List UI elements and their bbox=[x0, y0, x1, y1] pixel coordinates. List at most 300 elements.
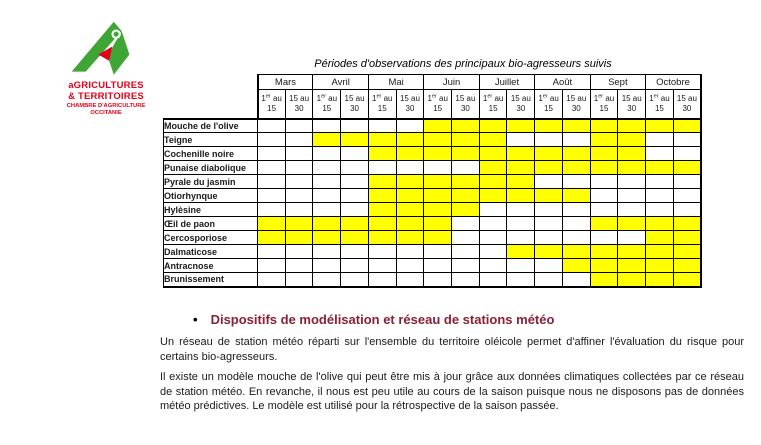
period-cell-active bbox=[507, 161, 535, 175]
half-month-header bbox=[590, 90, 618, 119]
pest-name: Otiorhynque bbox=[164, 189, 258, 203]
table-row bbox=[164, 245, 702, 259]
period-cell bbox=[590, 189, 618, 203]
period-cell bbox=[562, 217, 590, 231]
corner-cell bbox=[164, 75, 258, 119]
period-cell-active bbox=[452, 189, 480, 203]
period-cell bbox=[590, 231, 618, 245]
period-cell-active bbox=[396, 217, 424, 231]
period-cell bbox=[673, 147, 701, 161]
period-cell-active bbox=[479, 189, 507, 203]
period-cell-active bbox=[562, 259, 590, 273]
half-month-label: er bbox=[487, 93, 493, 100]
period-cell bbox=[479, 231, 507, 245]
period-cell bbox=[258, 147, 286, 161]
half-month-header bbox=[424, 90, 452, 119]
observation-periods-table bbox=[163, 74, 702, 288]
half-month-header bbox=[313, 90, 341, 119]
period-cell-active bbox=[562, 245, 590, 259]
period-cell bbox=[673, 175, 701, 189]
paragraph-2: Il existe un modèle mouche de l'olive qui peut être mis à jour grâce aux données climatiques collectées par ce réseau de station météo. En revanche, il nous est peu utile au cours de la saison puisque nous ne disposons pas de données météo prédictives. Le modèle est utilisé pour la rétrospective de la saison passée. bbox=[160, 371, 744, 413]
period-cell-active bbox=[479, 133, 507, 147]
period-cell bbox=[285, 273, 313, 287]
period-cell-active bbox=[479, 175, 507, 189]
period-cell bbox=[313, 245, 341, 259]
period-cell-active bbox=[507, 147, 535, 161]
period-cell bbox=[368, 245, 396, 259]
half-month-label: 1 bbox=[538, 94, 543, 104]
period-cell bbox=[313, 175, 341, 189]
period-cell-active bbox=[313, 231, 341, 245]
half-month-label: 1 bbox=[649, 94, 654, 104]
org-logo bbox=[50, 20, 162, 117]
period-cell-active bbox=[368, 203, 396, 217]
period-cell bbox=[673, 189, 701, 203]
period-cell bbox=[618, 175, 646, 189]
observation-table-area bbox=[163, 58, 703, 288]
half-month-label: 15 au bbox=[289, 94, 310, 104]
period-cell bbox=[646, 203, 674, 217]
period-cell-active bbox=[590, 133, 618, 147]
period-cell bbox=[479, 217, 507, 231]
period-cell-active bbox=[562, 189, 590, 203]
half-month-label: er bbox=[542, 93, 548, 100]
pest-name: Pyrale du jasmin bbox=[164, 175, 258, 189]
period-cell-active bbox=[424, 147, 452, 161]
period-cell-active bbox=[535, 161, 563, 175]
period-cell bbox=[646, 175, 674, 189]
period-cell-active bbox=[479, 161, 507, 175]
half-month-label: 1 bbox=[372, 94, 377, 104]
period-cell bbox=[396, 161, 424, 175]
period-cell bbox=[368, 259, 396, 273]
period-cell-active bbox=[562, 161, 590, 175]
period-cell bbox=[424, 273, 452, 287]
table-row bbox=[164, 147, 702, 161]
pest-name: Punaise diabolique bbox=[164, 161, 258, 175]
period-cell bbox=[507, 231, 535, 245]
period-cell bbox=[313, 189, 341, 203]
period-cell-active bbox=[368, 175, 396, 189]
period-cell bbox=[285, 161, 313, 175]
period-cell bbox=[479, 203, 507, 217]
period-cell bbox=[341, 273, 369, 287]
period-cell bbox=[507, 203, 535, 217]
period-cell bbox=[479, 259, 507, 273]
period-cell bbox=[396, 245, 424, 259]
half-month-label: 15 au bbox=[344, 94, 365, 104]
table-row bbox=[164, 203, 702, 217]
period-cell bbox=[313, 147, 341, 161]
table-row bbox=[164, 133, 702, 147]
period-cell bbox=[424, 161, 452, 175]
half-month-label: 15 bbox=[599, 103, 609, 113]
half-month-label: 15 au bbox=[510, 94, 531, 104]
period-cell-active bbox=[673, 231, 701, 245]
half-month-label: au bbox=[492, 94, 504, 104]
logo-line-3: CHAMBRE D'AGRICULTURE bbox=[66, 103, 146, 109]
period-cell-active bbox=[673, 217, 701, 231]
period-cell-active bbox=[368, 147, 396, 161]
period-cell bbox=[590, 175, 618, 189]
half-month-header bbox=[285, 90, 313, 119]
table-row bbox=[164, 119, 702, 133]
period-cell bbox=[285, 245, 313, 259]
period-cell-active bbox=[424, 133, 452, 147]
period-cell bbox=[535, 133, 563, 147]
table-row bbox=[164, 259, 702, 273]
period-cell-active bbox=[424, 217, 452, 231]
period-cell-active bbox=[590, 259, 618, 273]
half-month-header bbox=[646, 90, 674, 119]
period-cell bbox=[258, 203, 286, 217]
period-cell-active bbox=[285, 231, 313, 245]
period-cell bbox=[535, 203, 563, 217]
half-month-label: au bbox=[436, 94, 448, 104]
half-month-header bbox=[396, 90, 424, 119]
pest-name: Teigne bbox=[164, 133, 258, 147]
period-cell bbox=[479, 273, 507, 287]
period-cell-active bbox=[452, 175, 480, 189]
period-cell bbox=[618, 231, 646, 245]
period-cell-active bbox=[507, 119, 535, 133]
table-row bbox=[164, 231, 702, 245]
table-row bbox=[164, 217, 702, 231]
period-cell-active bbox=[341, 133, 369, 147]
half-month-label: 15 bbox=[544, 103, 553, 113]
period-cell bbox=[452, 161, 480, 175]
period-cell bbox=[535, 217, 563, 231]
period-cell bbox=[507, 217, 535, 231]
period-cell-active bbox=[646, 259, 674, 273]
period-cell-active bbox=[646, 161, 674, 175]
period-cell bbox=[424, 259, 452, 273]
section-heading-line bbox=[160, 312, 744, 327]
half-month-header bbox=[368, 90, 396, 119]
period-cell-active bbox=[618, 259, 646, 273]
period-cell bbox=[507, 273, 535, 287]
period-cell-active bbox=[396, 203, 424, 217]
period-cell bbox=[313, 273, 341, 287]
month-header: Avril bbox=[313, 75, 368, 90]
month-header: Octobre bbox=[646, 75, 701, 90]
half-month-label: 15 au bbox=[399, 94, 420, 104]
period-cell-active bbox=[618, 245, 646, 259]
period-cell-active bbox=[368, 217, 396, 231]
period-cell bbox=[396, 119, 424, 133]
half-month-label: 1 bbox=[482, 94, 488, 104]
period-cell-active bbox=[535, 147, 563, 161]
half-month-header bbox=[258, 90, 286, 119]
period-cell bbox=[341, 245, 369, 259]
period-cell bbox=[285, 133, 313, 147]
period-cell-active bbox=[673, 245, 701, 259]
half-month-label: au bbox=[325, 94, 338, 104]
table-row bbox=[164, 273, 702, 287]
period-cell bbox=[313, 259, 341, 273]
period-cell bbox=[341, 161, 369, 175]
period-cell bbox=[646, 147, 674, 161]
period-cell-active bbox=[452, 147, 480, 161]
period-cell-active bbox=[590, 119, 618, 133]
period-cell bbox=[258, 189, 286, 203]
period-cell bbox=[673, 133, 701, 147]
chambre-agriculture-logo-icon bbox=[67, 20, 145, 78]
half-month-label: er bbox=[653, 93, 659, 100]
period-cell-active bbox=[424, 119, 452, 133]
period-cell-active bbox=[368, 189, 396, 203]
period-cell bbox=[673, 203, 701, 217]
period-cell-active bbox=[341, 217, 369, 231]
half-month-label: er bbox=[321, 93, 326, 100]
period-cell bbox=[341, 175, 369, 189]
period-cell bbox=[562, 203, 590, 217]
period-cell bbox=[452, 259, 480, 273]
half-month-header bbox=[535, 90, 563, 119]
period-cell bbox=[285, 147, 313, 161]
half-month-label: 15 bbox=[267, 103, 277, 113]
pest-name: Brunissement bbox=[164, 273, 258, 287]
half-month-label: 30 bbox=[627, 103, 637, 113]
period-cell-active bbox=[396, 133, 424, 147]
text-section bbox=[160, 312, 744, 420]
period-cell bbox=[368, 119, 396, 133]
period-cell bbox=[535, 175, 563, 189]
period-cell bbox=[258, 161, 286, 175]
half-month-label: 30 bbox=[682, 103, 692, 113]
half-month-label: 30 bbox=[460, 103, 470, 113]
half-month-label: 15 au bbox=[676, 94, 697, 104]
period-cell-active bbox=[258, 217, 286, 231]
period-cell bbox=[341, 189, 369, 203]
period-cell-active bbox=[507, 245, 535, 259]
month-header: Mars bbox=[258, 75, 313, 90]
period-cell bbox=[646, 189, 674, 203]
period-cell-active bbox=[452, 203, 480, 217]
period-cell-active bbox=[285, 217, 313, 231]
period-cell-active bbox=[341, 231, 369, 245]
logo-line-2: & TERRITOIRES bbox=[68, 91, 144, 102]
month-header: Juin bbox=[424, 75, 479, 90]
half-month-label: 15 bbox=[488, 103, 498, 113]
period-cell bbox=[258, 259, 286, 273]
period-cell-active bbox=[424, 189, 452, 203]
half-month-label: au bbox=[658, 94, 670, 104]
period-cell bbox=[618, 189, 646, 203]
half-month-label: 30 bbox=[294, 103, 304, 113]
table-title: Périodes d'observations des principaux bio-agresseurs suivis bbox=[314, 58, 612, 70]
pest-name: Œil de paon bbox=[164, 217, 258, 231]
pest-name: Cochenille noire bbox=[164, 147, 258, 161]
period-cell bbox=[368, 273, 396, 287]
half-month-label: er bbox=[431, 93, 437, 100]
period-cell-active bbox=[618, 147, 646, 161]
period-cell-active bbox=[535, 189, 563, 203]
period-cell-active bbox=[479, 119, 507, 133]
period-cell bbox=[258, 119, 286, 133]
period-cell-active bbox=[646, 273, 674, 287]
half-month-label: 15 au bbox=[455, 94, 476, 104]
period-cell-active bbox=[562, 119, 590, 133]
period-cell bbox=[562, 175, 590, 189]
half-month-label: 15 au bbox=[621, 94, 642, 104]
half-month-label: au bbox=[381, 94, 393, 104]
period-cell-active bbox=[590, 245, 618, 259]
period-cell-active bbox=[368, 231, 396, 245]
half-month-label: er bbox=[598, 93, 604, 100]
paragraph-1: Un réseau de station météo réparti sur l'ensemble du territoire oléicole permet d'affiner l'évaluation du risque pour certains bio-agresseurs. bbox=[160, 336, 744, 363]
period-cell bbox=[258, 133, 286, 147]
pest-name: Hylèsine bbox=[164, 203, 258, 217]
pest-name: Antracnose bbox=[164, 259, 258, 273]
period-cell-active bbox=[452, 119, 480, 133]
period-cell bbox=[452, 245, 480, 259]
period-cell bbox=[313, 203, 341, 217]
half-month-label: 1 bbox=[316, 94, 322, 104]
half-month-header bbox=[562, 90, 590, 119]
half-month-header bbox=[673, 90, 701, 119]
period-cell bbox=[479, 245, 507, 259]
period-cell-active bbox=[618, 217, 646, 231]
half-month-label: 15 bbox=[433, 103, 443, 113]
period-cell-active bbox=[396, 231, 424, 245]
period-cell bbox=[590, 203, 618, 217]
period-cell bbox=[285, 189, 313, 203]
bullet-icon: • bbox=[193, 312, 198, 327]
period-cell bbox=[535, 231, 563, 245]
period-cell-active bbox=[590, 273, 618, 287]
period-cell bbox=[535, 273, 563, 287]
period-cell-active bbox=[618, 161, 646, 175]
period-cell-active bbox=[673, 273, 701, 287]
half-month-label: 1 bbox=[427, 94, 432, 104]
period-cell-active bbox=[396, 147, 424, 161]
period-cell bbox=[341, 119, 369, 133]
period-cell-active bbox=[368, 133, 396, 147]
period-cell bbox=[258, 273, 286, 287]
period-cell bbox=[646, 133, 674, 147]
period-cell bbox=[535, 259, 563, 273]
period-cell-active bbox=[424, 175, 452, 189]
half-month-label: au bbox=[603, 94, 615, 104]
half-month-label: au bbox=[270, 94, 282, 104]
period-cell bbox=[285, 259, 313, 273]
period-cell bbox=[507, 133, 535, 147]
period-cell bbox=[285, 203, 313, 217]
logo-line-1: aGRICULTURES bbox=[68, 80, 144, 91]
period-cell bbox=[396, 273, 424, 287]
half-month-label: 30 bbox=[405, 103, 415, 113]
pest-name: Dalmaticose bbox=[164, 245, 258, 259]
logo-line-4: OCCITANIE bbox=[90, 110, 122, 116]
half-month-label: 1 bbox=[261, 94, 266, 104]
month-header: Juillet bbox=[479, 75, 534, 90]
period-cell-active bbox=[646, 119, 674, 133]
pest-name: Cercosporiose bbox=[164, 231, 258, 245]
period-cell-active bbox=[507, 189, 535, 203]
half-month-header bbox=[341, 90, 369, 119]
table-row bbox=[164, 161, 702, 175]
period-cell bbox=[258, 175, 286, 189]
period-cell bbox=[285, 119, 313, 133]
period-cell-active bbox=[618, 273, 646, 287]
half-month-label: er bbox=[265, 93, 271, 100]
period-cell-active bbox=[618, 119, 646, 133]
period-cell bbox=[452, 231, 480, 245]
period-cell bbox=[507, 259, 535, 273]
half-month-label: 30 bbox=[350, 103, 359, 113]
period-cell bbox=[452, 217, 480, 231]
period-cell-active bbox=[424, 203, 452, 217]
table-row bbox=[164, 189, 702, 203]
half-month-header bbox=[479, 90, 507, 119]
half-month-label: er bbox=[376, 93, 382, 100]
period-cell-active bbox=[396, 189, 424, 203]
period-cell-active bbox=[452, 133, 480, 147]
pest-name: Mouche de l'olive bbox=[164, 119, 258, 133]
table-row bbox=[164, 175, 702, 189]
period-cell bbox=[396, 259, 424, 273]
month-header: Août bbox=[535, 75, 590, 90]
table-header bbox=[164, 75, 702, 119]
period-cell-active bbox=[535, 119, 563, 133]
period-cell bbox=[562, 273, 590, 287]
period-cell-active bbox=[618, 133, 646, 147]
period-cell bbox=[341, 147, 369, 161]
half-month-header bbox=[618, 90, 646, 119]
period-cell bbox=[285, 175, 313, 189]
half-month-label: 15 bbox=[322, 103, 332, 113]
period-cell-active bbox=[590, 147, 618, 161]
half-month-label: 30 bbox=[571, 103, 581, 113]
period-cell bbox=[562, 231, 590, 245]
period-cell bbox=[452, 273, 480, 287]
half-month-label: au bbox=[547, 94, 559, 104]
period-cell-active bbox=[590, 161, 618, 175]
month-header: Sept bbox=[590, 75, 645, 90]
period-cell-active bbox=[673, 119, 701, 133]
month-header: Mai bbox=[368, 75, 423, 90]
period-cell-active bbox=[562, 147, 590, 161]
period-cell bbox=[341, 259, 369, 273]
period-cell bbox=[562, 133, 590, 147]
period-cell-active bbox=[646, 217, 674, 231]
section-heading: Dispositifs de modélisation et réseau de stations météo bbox=[210, 312, 555, 327]
period-cell bbox=[258, 245, 286, 259]
table-body bbox=[164, 119, 702, 287]
half-month-label: 15 bbox=[377, 103, 387, 113]
period-cell-active bbox=[646, 231, 674, 245]
half-month-label: 30 bbox=[516, 103, 526, 113]
period-cell-active bbox=[258, 231, 286, 245]
period-cell-active bbox=[673, 259, 701, 273]
period-cell-active bbox=[590, 217, 618, 231]
half-month-header bbox=[452, 90, 480, 119]
half-month-label: 15 bbox=[654, 103, 664, 113]
period-cell-active bbox=[424, 231, 452, 245]
period-cell bbox=[424, 245, 452, 259]
period-cell bbox=[368, 161, 396, 175]
period-cell bbox=[313, 119, 341, 133]
period-cell bbox=[341, 203, 369, 217]
half-month-header bbox=[507, 90, 535, 119]
period-cell-active bbox=[673, 161, 701, 175]
half-month-label: 1 bbox=[593, 94, 599, 104]
period-cell-active bbox=[507, 175, 535, 189]
period-cell-active bbox=[396, 175, 424, 189]
period-cell-active bbox=[313, 133, 341, 147]
period-cell-active bbox=[313, 217, 341, 231]
